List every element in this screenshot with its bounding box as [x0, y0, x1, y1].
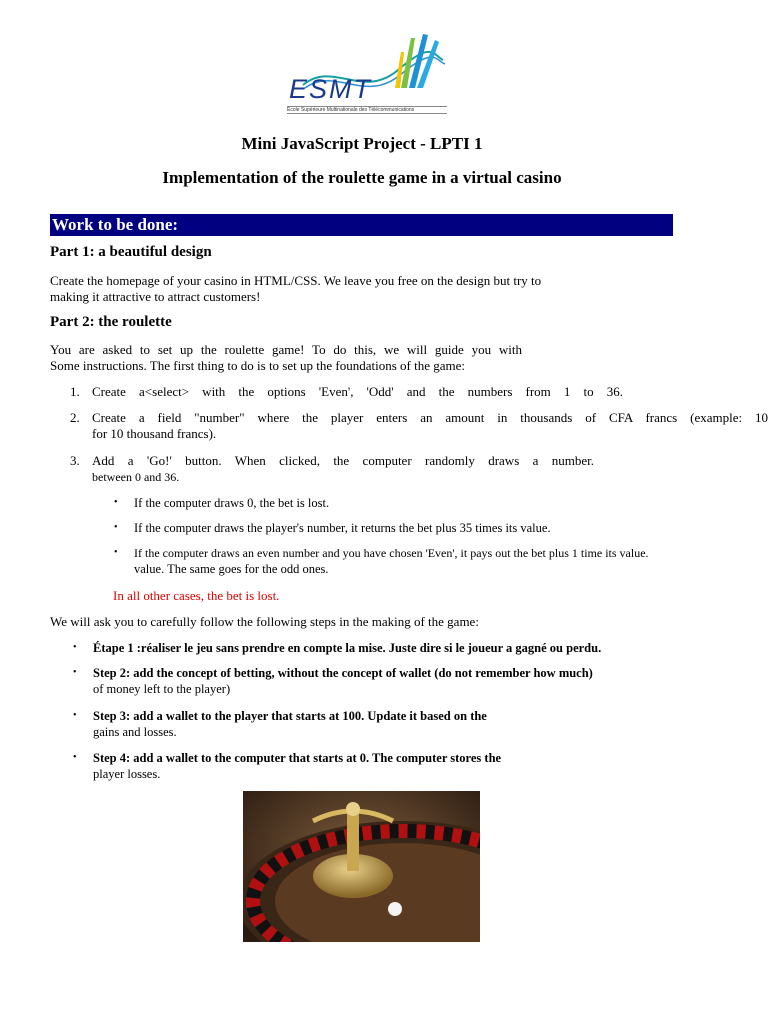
- step-number: 3.: [70, 453, 80, 468]
- stage-item: [73, 750, 502, 782]
- part1-heading: Part 1: a beautiful design: [50, 244, 212, 260]
- section-banner: Work to be done:: [50, 214, 673, 236]
- step-text: Add a 'Go!' button. When clicked, the computer randomly draws a number.: [92, 453, 594, 468]
- part1-text: [50, 273, 541, 305]
- bullet-icon: •: [73, 667, 77, 678]
- part2-intro-line: Some instructions. The first thing to do is to set up the foundations of the game:: [50, 358, 465, 373]
- stage-title: Step 3: add a wallet to the player that starts at 100. Update it based on the: [93, 709, 487, 723]
- rule-item: [114, 495, 330, 511]
- bullet-icon: •: [114, 547, 118, 558]
- step-text: between 0 and 36.: [92, 470, 180, 484]
- rule-item: [114, 545, 649, 577]
- stage-item: [73, 708, 487, 740]
- stage-detail: player losses.: [93, 767, 161, 781]
- stage-detail: of money left to the player): [93, 682, 231, 696]
- step-item: [70, 384, 623, 400]
- bullet-icon: •: [73, 642, 77, 653]
- step-text: Create a<select> with the options 'Even', 'Odd' and the numbers from 1 to 36.: [92, 384, 623, 399]
- roulette-wheel-image: [243, 791, 480, 942]
- logo-subtitle: École Supérieure Multinationale des Télécommunications: [287, 106, 447, 114]
- step-text: for 10 thousand francs).: [92, 426, 217, 441]
- rule-text: value. The same goes for the odd ones.: [134, 562, 329, 576]
- part2-intro: [50, 342, 522, 374]
- document-subtitle: Implementation of the roulette game in a virtual casino: [162, 168, 562, 187]
- step-text: Create a field "number" where the player enters an amount in thousands of CFA francs (example: 10: [92, 410, 768, 425]
- part1-line: making it attractive to attract customers!: [50, 289, 261, 304]
- steps-intro: We will ask you to carefully follow the following steps in the making of the game:: [50, 614, 479, 629]
- step-number: 2.: [70, 410, 80, 425]
- bullet-icon: •: [73, 710, 77, 721]
- part2-heading: Part 2: the roulette: [50, 314, 172, 330]
- bullet-icon: •: [114, 497, 118, 508]
- step-item: [70, 453, 594, 485]
- rule-text: If the computer draws 0, the bet is lost.: [134, 496, 330, 510]
- rule-item: [114, 520, 551, 536]
- stage-detail: gains and losses.: [93, 725, 177, 739]
- rule-text: If the computer draws the player's number, it returns the bet plus 35 times its value.: [134, 521, 551, 535]
- bullet-icon: •: [114, 522, 118, 533]
- part2-intro-line: You are asked to set up the roulette game! To do this, we will guide you with: [50, 342, 522, 357]
- logo-wordmark: ESMT: [289, 74, 373, 104]
- stage-title: Step 4: add a wallet to the computer that starts at 0. The computer stores the: [93, 751, 502, 765]
- roulette-illustration: [243, 791, 480, 942]
- step-item: [70, 410, 768, 442]
- stage-title: Étape 1 :réaliser le jeu sans prendre en compte la mise. Juste dire si le joueur a gagné ou perdu.: [93, 641, 602, 655]
- part1-line: Create the homepage of your casino in HTML/CSS. We leave you free on the design but try to: [50, 273, 542, 288]
- step-number: 1.: [70, 384, 80, 399]
- esmt-logo: [283, 30, 448, 116]
- stage-title: Step 2: add the concept of betting, without the concept of wallet (do not remember how much): [93, 666, 593, 680]
- document-title: Mini JavaScript Project - LPTI 1: [241, 134, 483, 153]
- otherwise-note: In all other cases, the bet is lost.: [113, 588, 280, 603]
- stage-item: [73, 665, 593, 697]
- bullet-icon: •: [73, 752, 77, 763]
- stage-item: [73, 640, 602, 656]
- rule-text: If the computer draws an even number and you have chosen 'Even', it pays out the bet plus 1 time its value.: [134, 546, 649, 560]
